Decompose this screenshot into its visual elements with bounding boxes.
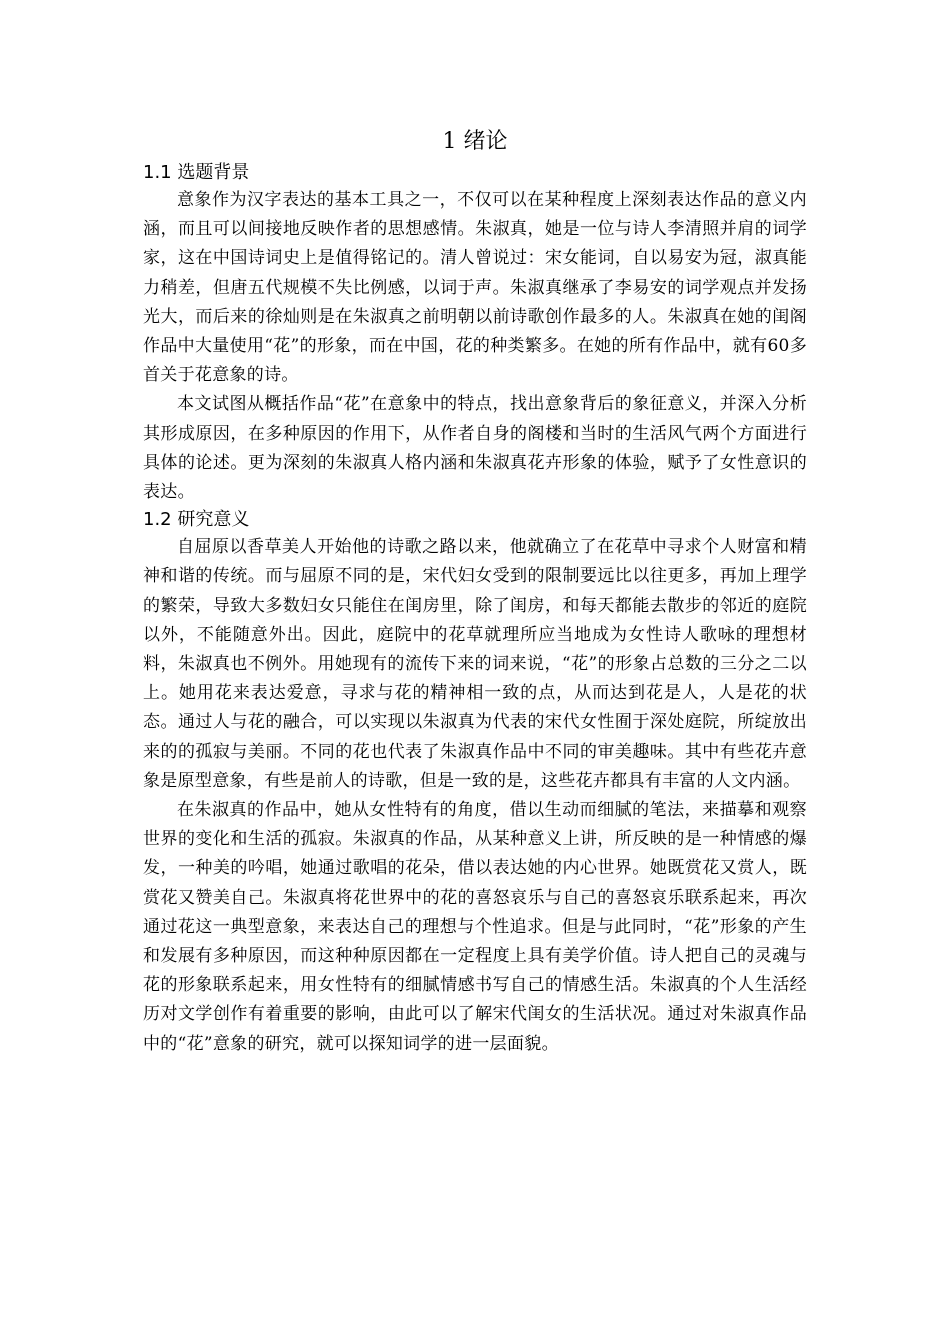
section-heading-significance: 1.2 研究意义	[143, 509, 250, 531]
paragraph: 自屈原以香草美人开始他的诗歌之路以来，他就确立了在花草中寻求个人财富和精神和谐的传统。而与屈原不同的是，宋代妇女受到的限制要远比以往更多，再加上理学的繁荣，导致大多数妇女只能住在闺房里，除了闺房，和每天都能去散步的邻近的庭院以外，不能随意外出。因此，庭院中的花草就理所应当地成为女性诗人歌咏的理想材料，朱淑真也不例外。用她现有的流传下来的词来说，“花”的形象占总数的三分之二以上。她用花来表达爱意，寻求与花的精神相一致的点，从而达到花是人，人是花的状态。通过人与花的融合，可以实现以朱淑真为代表的宋代女性囿于深处庭院，所绽放出来的的孤寂与美丽。不同的花也代表了朱淑真作品中不同的审美趣味。其中有些花卉意象是原型意象，有些是前人的诗歌，但是一致的是，这些花卉都具有丰富的人文内涵。	[143, 537, 807, 791]
paragraph: 意象作为汉字表达的基本工具之一，不仅可以在某种程度上深刻表达作品的意义内涵，而且可以间接地反映作者的思想感情。朱淑真，她是一位与诗人李清照并肩的词学家，这在中国诗词史上是值得铭记的。清人曾说过：宋女能词，自以易安为冠，淑真能力稍差，但唐五代规模不失比例感，以词于声。朱淑真继承了李易安的词学观点并发扬光大，而后来的徐灿则是在朱淑真之前明朝以前诗歌创作最多的人。朱淑真在她的闺阁作品中大量使用“花”的形象，而在中国，花的种类繁多。在她的所有作品中，就有60多首关于花意象的诗。	[143, 190, 807, 386]
paragraph: 在朱淑真的作品中，她从女性特有的角度，借以生动而细腻的笔法，来描摹和观察世界的变化和生活的孤寂。朱淑真的作品，从某种意义上讲，所反映的是一种情感的爆发，一种美的吟唱，她通过歌唱的花朵，借以表达她的内心世界。她既赏花又赏人，既赏花又赞美自己。朱淑真将花世界中的花的喜怒哀乐与自己的喜怒哀乐联系起来，再次通过花这一典型意象，来表达自己的理想与个性追求。但是与此同时，“花”形象的产生和发展有多种原因，而这种种原因都在一定程度上具有美学价值。诗人把自己的灵魂与花的形象联系起来，用女性特有的细腻情感书写自己的情感生活。朱淑真的个人生活经历对文学创作有着重要的影响，由此可以了解宋代闺女的生活状况。通过对朱淑真作品中的“花”意象的研究，就可以探知词学的进一层面貌。	[143, 800, 807, 1054]
paragraph: 本文试图从概括作品“花”在意象中的特点，找出意象背后的象征意义，并深入分析其形成原因，在多种原因的作用下，从作者自身的阁楼和当时的生活风气两个方面进行具体的论述。更为深刻的朱淑真人格内涵和朱淑真花卉形象的体验，赋予了女性意识的表达。	[143, 394, 807, 503]
document-body	[143, 124, 807, 1059]
chapter-title: 1 绪论	[442, 129, 508, 154]
section-heading-background: 1.1 选题背景	[143, 162, 250, 183]
